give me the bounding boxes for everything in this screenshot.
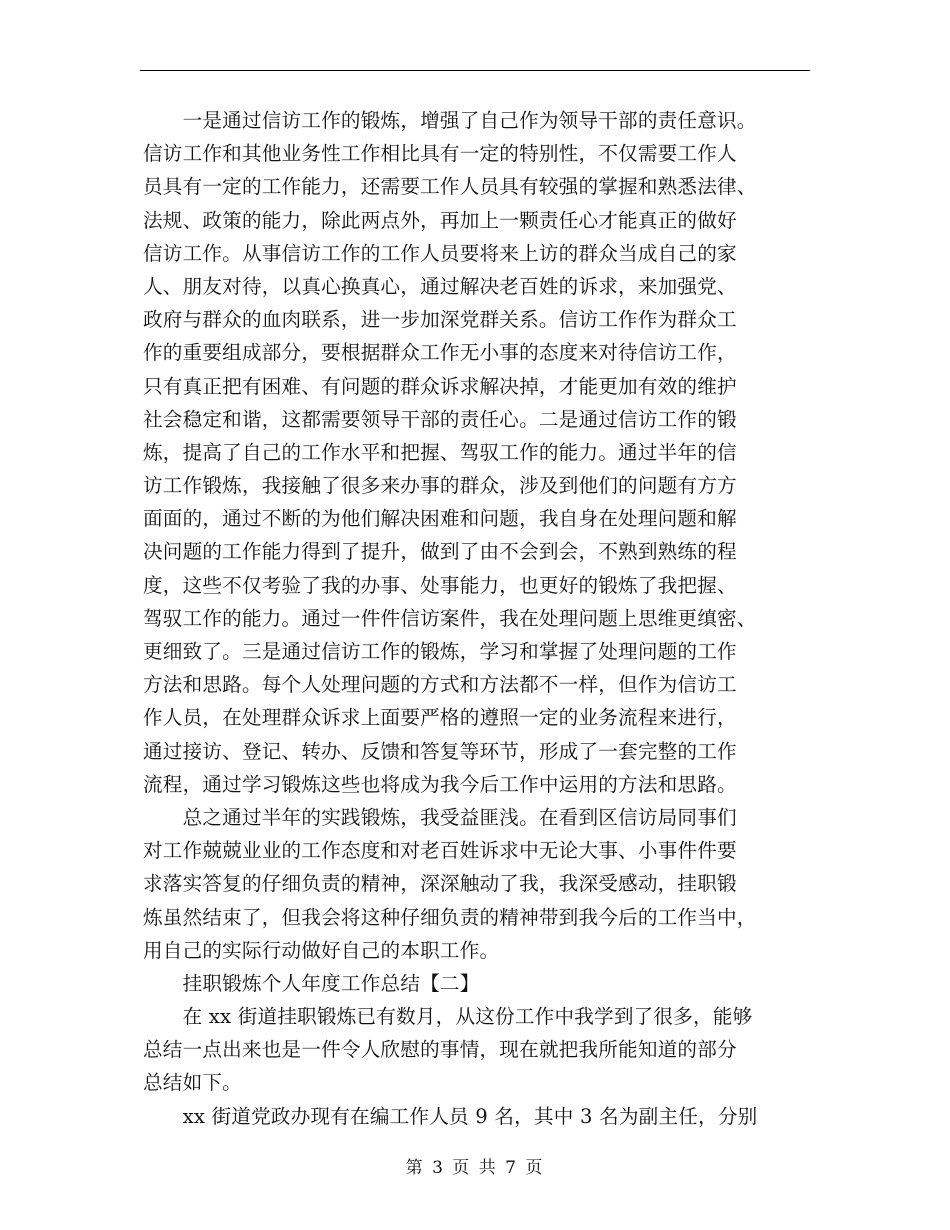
text-line: 对工作兢兢业业的工作态度和对老百姓诉求中无论大事、小事件件要 [143,839,737,863]
text-line: 炼虽然结束了，但我会将这种仔细负责的精神带到我今后的工作当中， [143,905,757,929]
text-line: 法规、政策的能力，除此两点外，再加上一颗责任心才能真正的做好 [143,208,737,232]
text-line: 信访工作。从事信访工作的工作人员要将来上访的群众当成自己的家 [143,241,737,265]
text-line: 员具有一定的工作能力，还需要工作人员具有较强的掌握和熟悉法律、 [143,175,757,199]
text-line: 访工作锻炼，我接触了很多来办事的群众，涉及到他们的问题有方方 [143,474,737,498]
text-line: 求落实答复的仔细负责的精神，深深触动了我，我深受感动，挂职锻 [143,872,737,896]
text-line: 炼，提高了自己的工作水平和把握、驾驭工作的能力。通过半年的信 [143,440,737,464]
text-line: 作的重要组成部分，要根据群众工作无小事的态度来对待信访工作， [143,341,737,365]
text-line: 度，这些不仅考验了我的办事、处事能力，也更好的锻炼了我把握、 [143,573,737,597]
text-line: 驾驭工作的能力。通过一件件信访案件，我在处理问题上思维更缜密、 [143,606,757,630]
page-footer: 第 3 页 共 7 页 [405,1158,545,1178]
text-line: 政府与群众的血肉联系，进一步加深党群关系。信访工作作为群众工 [143,308,737,332]
text-line: 面面的，通过不断的为他们解决困难和问题，我自身在处理问题和解 [143,507,737,531]
text-line: 更细致了。三是通过信访工作的锻炼，学习和掌握了处理问题的工作 [143,640,737,663]
text-line: 通过接访、登记、转办、反馈和答复等环节，形成了一套完整的工作 [143,739,737,763]
text-line: 总结如下。 [143,1071,242,1095]
text-line: 决问题的工作能力得到了提升，做到了由不会到会，不熟到熟练的程 [143,540,737,564]
text-line: 方法和思路。每个人处理问题的方式和方法都不一样，但作为信访工 [143,673,737,697]
text-line: 社会稳定和谐，这都需要领导干部的责任心。二是通过信访工作的锻 [143,407,737,431]
text-line: 作人员，在处理群众诉求上面要严格的遵照一定的业务流程来进行， [143,706,737,730]
text-line: 在 xx 街道挂职锻炼已有数月，从这份工作中我学到了很多，能够 [143,1005,753,1029]
document-body [143,104,815,1133]
text-line: 一是通过信访工作的锻炼，增强了自己作为领导干部的责任意识。 [143,109,757,132]
text-line: 用自己的实际行动做好自己的本职工作。 [143,938,500,962]
section-heading: 挂职锻炼个人年度工作总结【二】 [143,971,480,995]
text-line: 总结一点出来也是一件令人欣慰的事情，现在就把我所能知道的部分 [143,1038,737,1062]
text-line: 信访工作和其他业务性工作相比具有一定的特别性，不仅需要工作人 [143,142,737,166]
text-line: 人、朋友对待，以真心换真心，通过解决老百姓的诉求，来加强党、 [143,274,737,298]
text-line: xx 街道党政办现有在编工作人员 9 名，其中 3 名为副主任，分别 [143,1104,758,1128]
text-line: 只有真正把有困难、有问题的群众诉求解决掉，才能更加有效的维护 [143,374,737,398]
text-line: 流程，通过学习锻炼这些也将成为我今后工作中运用的方法和思路。 [143,772,737,796]
text-line: 总之通过半年的实践锻炼，我受益匪浅。在看到区信访局同事们 [143,805,737,829]
header-rule [140,70,810,71]
